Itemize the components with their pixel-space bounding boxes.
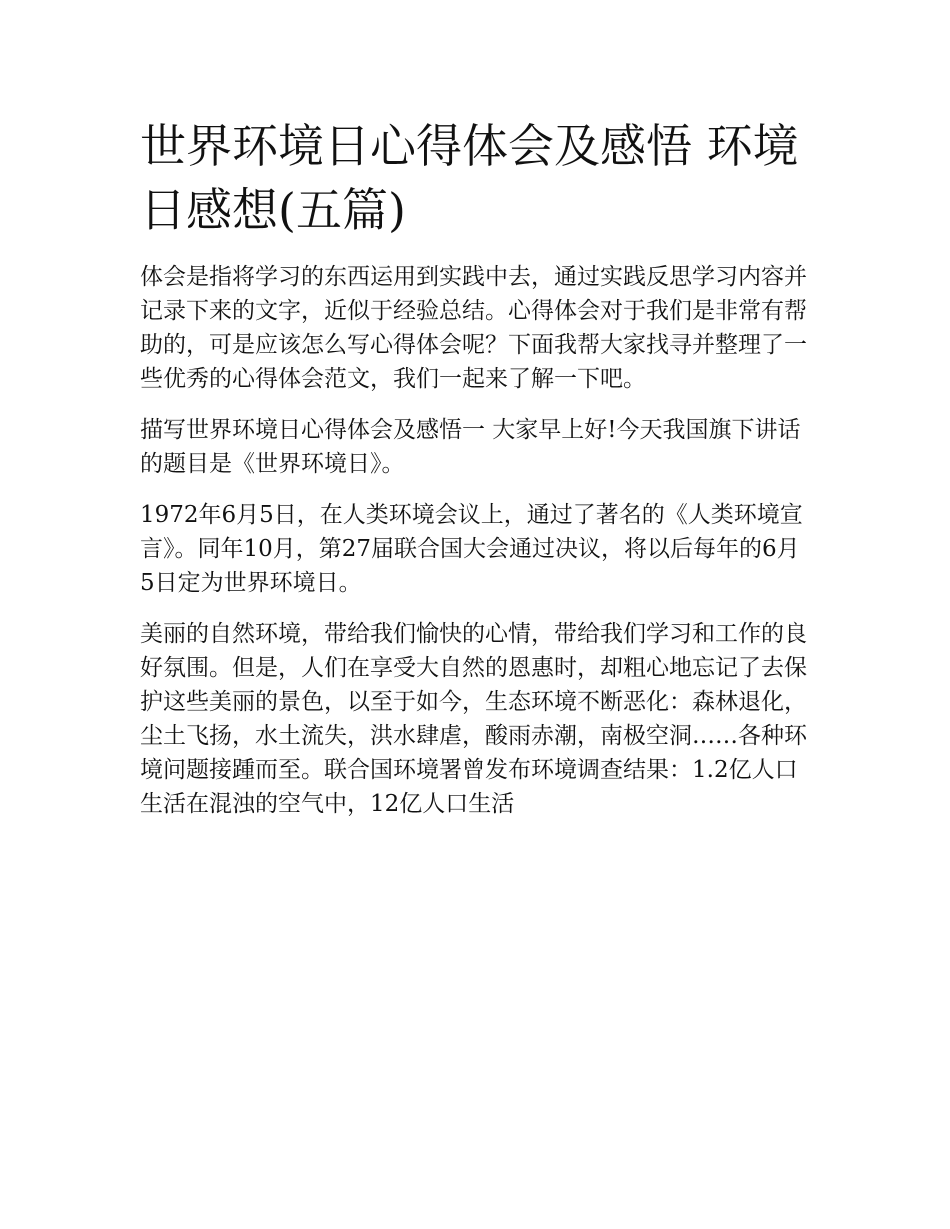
paragraph-history: 1972年6月5日，在人类环境会议上，通过了著名的《人类环境宣言》。同年10月，第27届联合国大会通过决议，将以后每年的6月5日定为世界环境日。 (140, 502, 803, 596)
document-body (140, 114, 812, 830)
paragraph-speech-opening: 描写世界环境日心得体会及感悟一 大家早上好!今天我国旗下讲话的题目是《世界环境日》。 (140, 417, 801, 477)
paragraph-intro: 体会是指将学习的东西运用到实践中去，通过实践反思学习内容并记录下来的文字，近似于经验总结。心得体会对于我们是非常有帮助的，可是应该怎么写心得体会呢？下面我帮大家找寻并整理了一些优秀的心得体会范文，我们一起来了解一下吧。 (140, 264, 807, 392)
document-title: 世界环境日心得体会及感悟 环境日感想(五篇) (140, 119, 799, 237)
paragraph-environment: 美丽的自然环境，带给我们愉快的心情，带给我们学习和工作的良好氛围。但是，人们在享受大自然的恩惠时，却粗心地忘记了去保护这些美丽的景色，以至于如今，生态环境不断恶化：森林退化，尘土飞扬，水土流失，洪水肆虐，酸雨赤潮，南极空洞……各种环境问题接踵而至。联合国环境署曾发布环境调查结果：1.2亿人口生活在混浊的空气中，12亿人口生活 (140, 621, 807, 817)
